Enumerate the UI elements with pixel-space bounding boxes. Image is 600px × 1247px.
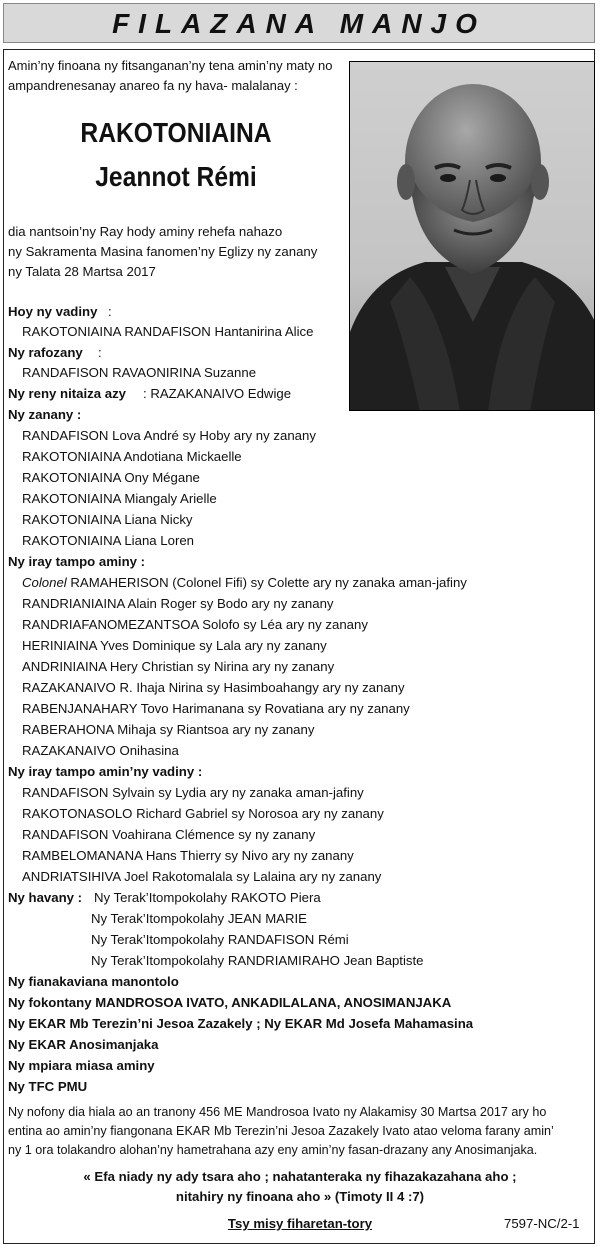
sibling-8: RABERAHONA Mihaja sy Riantsoa ary ny zanany [22,722,315,737]
siblings-label: Ny iray tampo aminy : [8,554,146,569]
death-notice-line-2: ny Sakramenta Masina fanomen’ny Eglizy ny zanany [8,244,318,259]
deceased-given-name: Jeannot Rémi [95,161,257,192]
deceased-surname: RAKOTONIAINA [80,117,272,148]
relative-4: Ny Terak’Itompokolahy RANDRIAMIRAHO Jean Baptiste [91,953,424,968]
sibling-1-rank: Colonel [22,575,67,590]
child-1: RANDAFISON Lova André sy Hoby ary ny zanany [22,428,316,443]
intro-line-1: Amin’ny finoana ny fitsanganan’ny tena amin’ny maty no [8,58,333,73]
child-3: RAKOTONIAINA Ony Mégane [22,470,200,485]
verse-line-1: « Efa niady ny ady tsara aho ; nahatanteraka ny fihazakazahana aho ; [83,1169,517,1184]
widow-name: RAKOTONIAINA RANDAFISON Hantanirina Alice [22,324,314,339]
aunt-label: Ny reny nitaiza azy [8,386,127,401]
wife-siblings-label: Ny iray tampo amin’ny vadiny : [8,764,203,779]
verse-line-2: nitahiry ny finoana aho » (Timoty II 4 :7) [175,1189,425,1204]
group-5: Ny mpiara miasa aminy [8,1058,155,1073]
child-6: RAKOTONIAINA Liana Loren [22,533,195,548]
sibling-1 [22,573,467,593]
group-2: Ny fokontany MANDROSOA IVATO, ANKADILALANA, ANOSIMANJAKA [8,995,452,1010]
sibling-6: RAZAKANAIVO R. Ihaja Nirina sy Hasimboahangy ary ny zanany [22,680,405,695]
child-5: RAKOTONIAINA Liana Nicky [22,512,193,527]
wife-sibling-5: ANDRIATSIHIVA Joel Rakotomalala sy Lalaina ary ny zanany [22,869,382,884]
colon: : [98,345,102,360]
banner-title: FILAZANA MANJO [3,3,595,43]
wife-sibling-3: RANDAFISON Voahirana Clémence sy ny zanany [22,827,316,842]
death-notice-line-3: ny Talata 28 Martsa 2017 [8,264,156,279]
relative-2: Ny Terak’Itompokolahy JEAN MARIE [91,911,307,926]
relative-1: Ny Terak’Itompokolahy RAKOTO Piera [94,890,321,905]
wife-sibling-2: RAKOTONASOLO Richard Gabriel sy Norosoa ary ny zanany [22,806,384,821]
sibling-3: RANDRIAFANOMEZANTSOA Solofo sy Léa ary ny zanany [22,617,368,632]
portrait-illustration [350,62,595,411]
children-label: Ny zanany : [8,407,82,422]
sibling-4: HERINIAINA Yves Dominique sy Lala ary ny zanany [22,638,327,653]
child-4: RAKOTONIAINA Miangaly Arielle [22,491,217,506]
sibling-1-name: RAMAHERISON (Colonel Fifi) sy Colette ary ny zanaka aman-jafiny [70,575,467,590]
mother-in-law-name: RANDAFISON RAVAONIRINA Suzanne [22,365,257,380]
wife-sibling-1: RANDAFISON Sylvain sy Lydia ary ny zanaka aman-jafiny [22,785,364,800]
sibling-2: RANDRIANIAINA Alain Roger sy Bodo ary ny zanany [22,596,334,611]
group-6: Ny TFC PMU [8,1079,88,1094]
group-1: Ny fianakaviana manontolo [8,974,179,989]
wife-sibling-4: RAMBELOMANANA Hans Thierry sy Nivo ary ny zanany [22,848,354,863]
relative-3: Ny Terak’Itompokolahy RANDAFISON Rémi [91,932,349,947]
no-flowers-note: Tsy misy fiharetan-tory [227,1216,373,1231]
group-3: Ny EKAR Mb Terezin’ni Jesoa Zazakely ; Ny EKAR Md Josefa Mahamasina [8,1016,474,1031]
portrait-photo [349,61,595,411]
death-notice-line-1: dia nantsoin’ny Ray hody aminy rehefa nahazo [8,224,283,239]
group-4: Ny EKAR Anosimanjaka [8,1037,159,1052]
intro-line-2: ampandrenesanay anareo fa ny hava- malalanay : [8,78,298,93]
funeral-line-2: entina ao amin’ny fiangonana EKAR Mb Terezin’ni Jesoa Zazakely Ivato atao veloma farany amin’ [8,1124,554,1138]
sibling-7: RABENJANAHARY Tovo Harimanana sy Rovatiana ary ny zanany [22,701,410,716]
child-2: RAKOTONIAINA Andotiana Mickaelle [22,449,242,464]
sibling-5: ANDRINIAINA Hery Christian sy Nirina ary ny zanany [22,659,335,674]
aunt-name-text: RAZAKANAIVO Edwige [150,386,292,401]
funeral-line-3: ny 1 ora tolakandro alohan’ny hametrahana azy eny amin’ny fasan-drazany any Anosimanjaka. [8,1143,538,1157]
relatives-label: Ny havany : [8,890,83,905]
sibling-9: RAZAKANAIVO Onihasina [22,743,179,758]
reference-code: 7597-NC/2-1 [504,1216,580,1231]
aunt-name: : RAZAKANAIVO Edwige [143,386,292,401]
colon: : [108,304,112,319]
funeral-line-1: Ny nofony dia hiala ao an tranony 456 ME Mandrosoa Ivato ny Alakamisy 30 Martsa 2017 ary ho [8,1105,547,1119]
mother-in-law-label: Ny rafozany [8,345,83,360]
widow-label: Hoy ny vadiny [8,304,98,319]
